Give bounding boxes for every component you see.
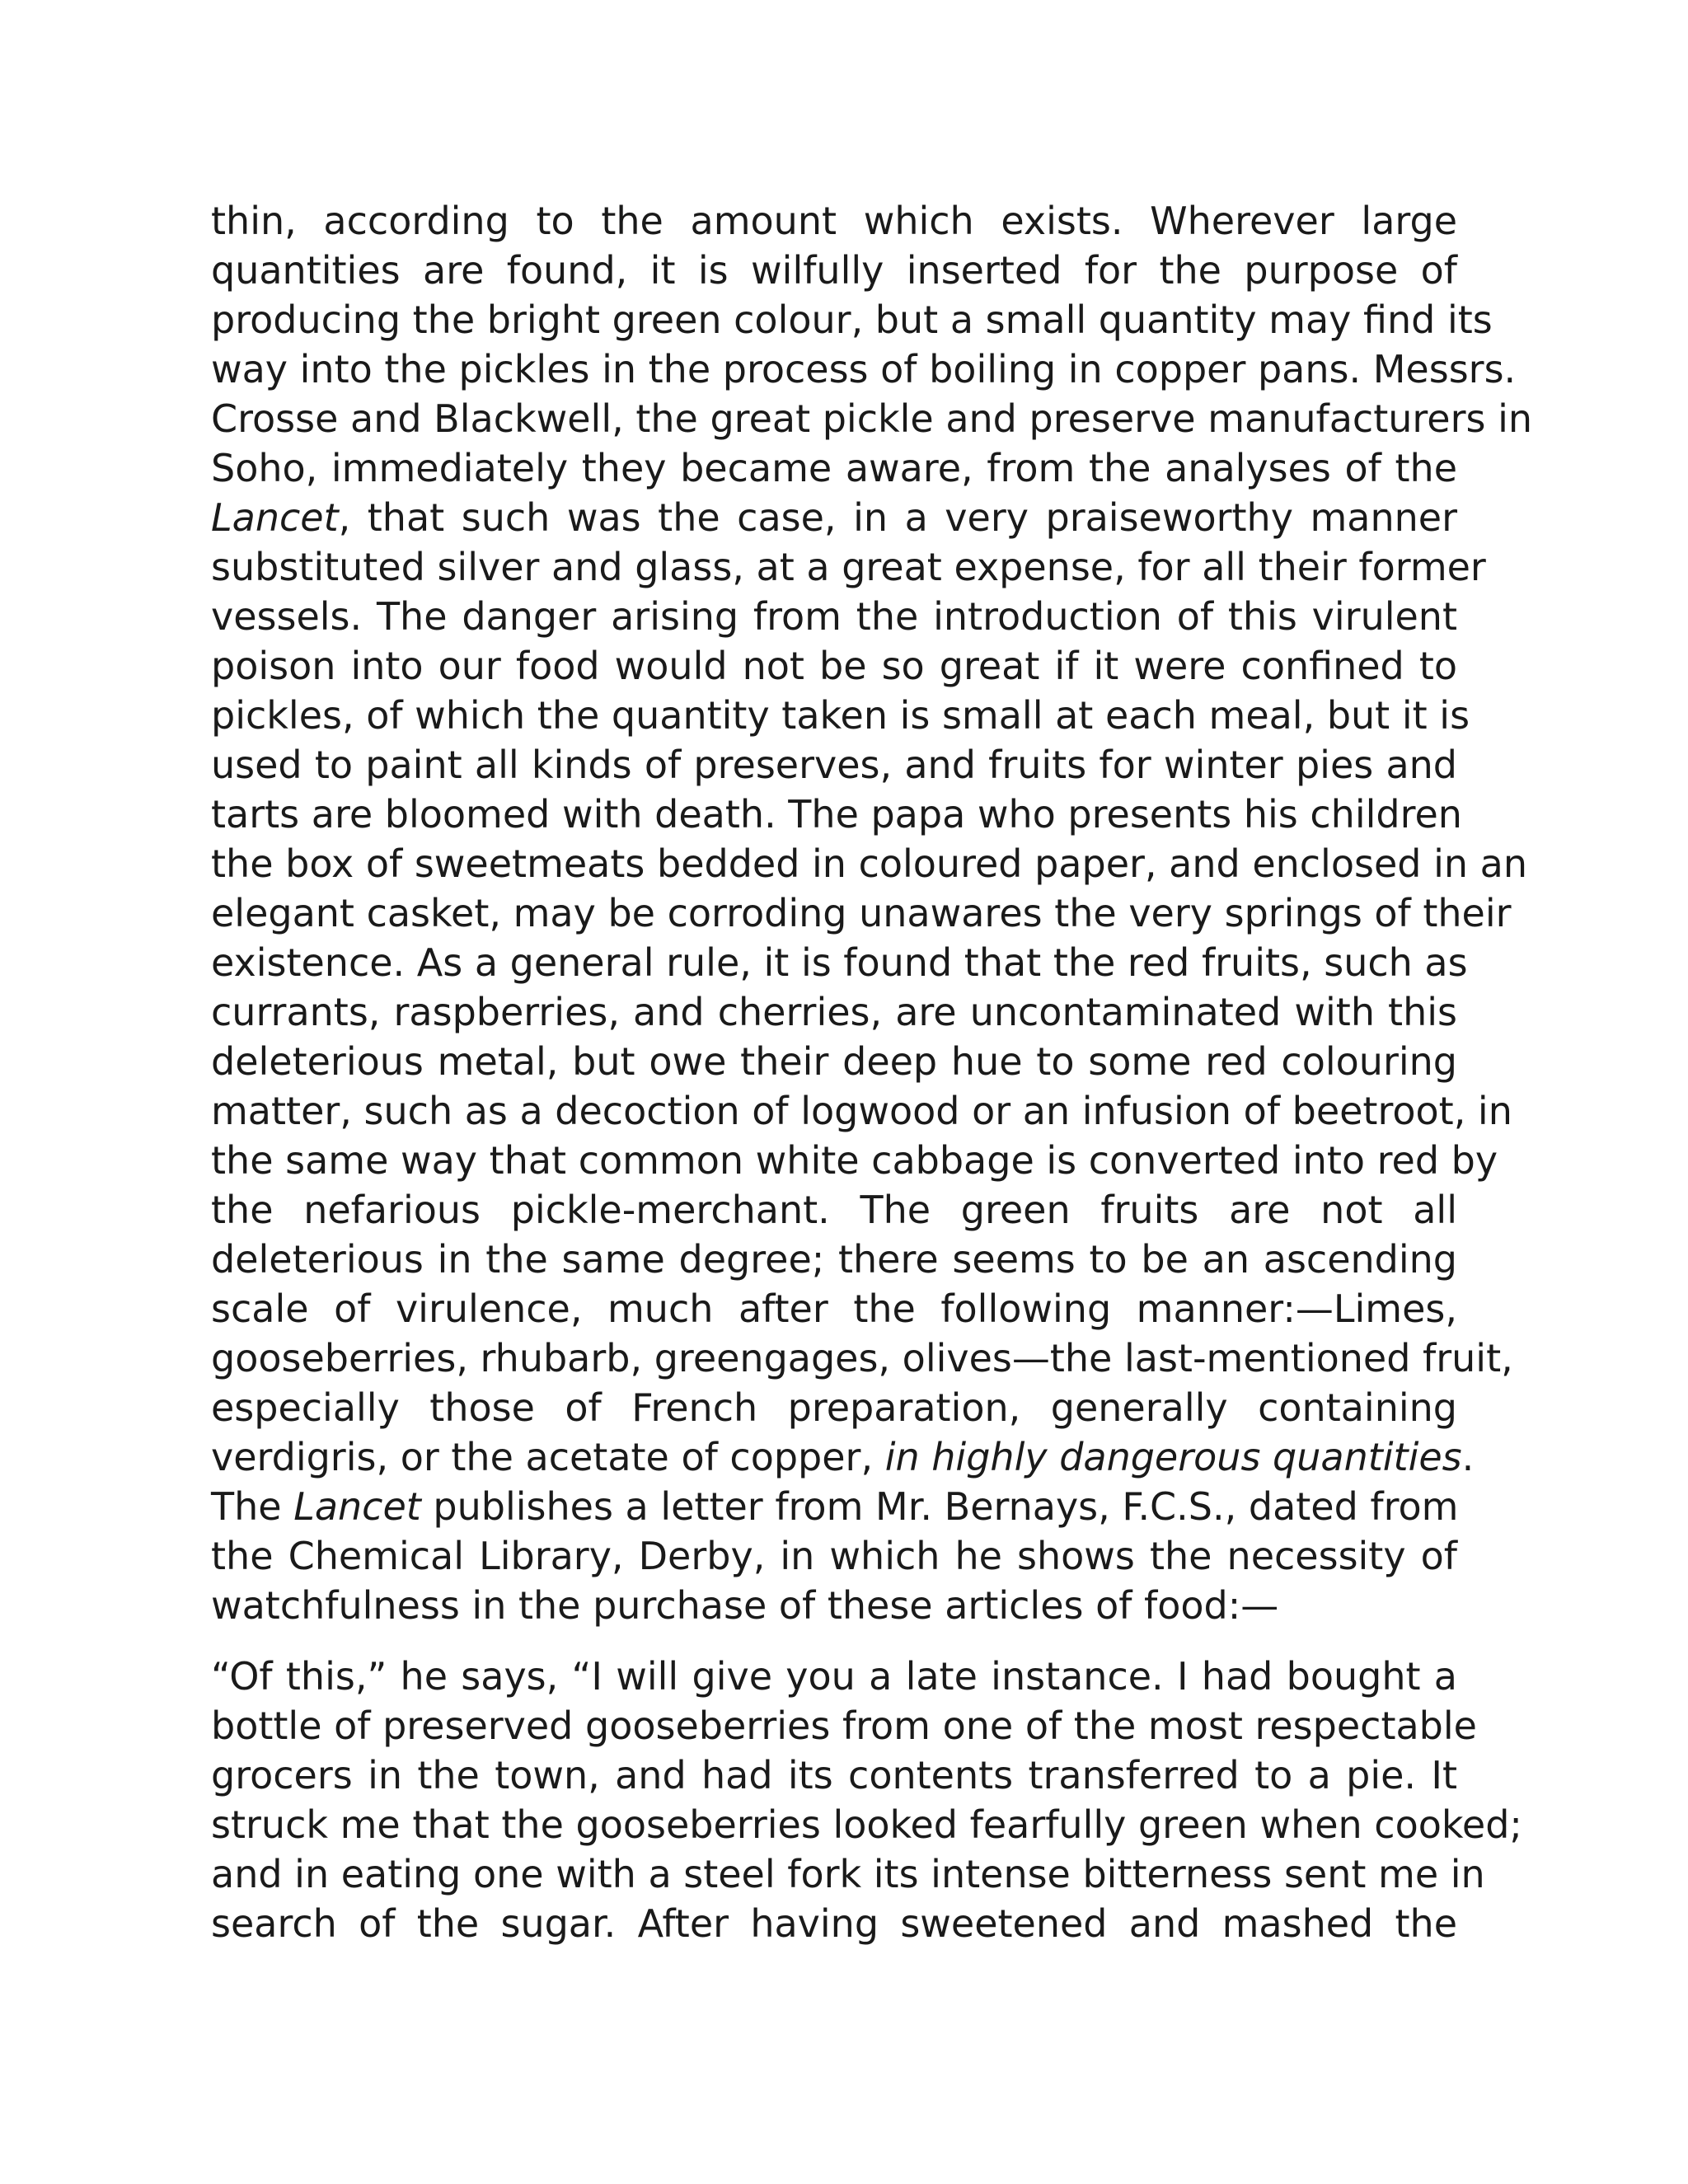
- text-run: .: [1461, 1435, 1475, 1479]
- text-line: [211, 1333, 1513, 1383]
- text-run: the Chemical Library, Derby, in which he shows the necessity of: [211, 1534, 1457, 1578]
- text-run: matter, such as a decoction of logwood or an infusion of beetroot, in: [211, 1089, 1512, 1133]
- text-run: currants, raspberries, and cherries, are uncontaminated with this: [211, 990, 1457, 1034]
- text-line: [211, 691, 1470, 740]
- text-run: The: [211, 1484, 294, 1529]
- paragraph: [211, 196, 1533, 1630]
- text-line: [211, 1750, 1457, 1800]
- text-run: quantities are found, it is wilfully inserted for the purpose of: [211, 248, 1457, 293]
- text-run: search of the sugar. After having sweetened and mashed the: [211, 1901, 1457, 1946]
- text-run: and in eating one with a steel fork its intense bitterness sent me in: [211, 1852, 1485, 1896]
- text-line: [211, 1581, 1457, 1630]
- text-line: [211, 1185, 1457, 1235]
- text-line: [211, 740, 1457, 790]
- text-line: [211, 1086, 1512, 1136]
- text-run: used to paint all kinds of preserves, and fruits for winter pies and: [211, 743, 1457, 787]
- text-run: way into the pickles in the process of boiling in copper pans. Messrs.: [211, 347, 1517, 391]
- text-run: “Of this,” he says, “I will give you a late instance. I had bought a: [211, 1654, 1457, 1699]
- text-line: [211, 1037, 1457, 1086]
- text-run: Soho, immediately they became aware, from the analyses of the: [211, 446, 1457, 490]
- text-line: [211, 790, 1462, 839]
- text-run: scale of virulence, much after the following manner:—Limes,: [211, 1286, 1457, 1331]
- text-line: [211, 1652, 1457, 1701]
- text-run: thin, according to the amount which exists. Wherever large: [211, 199, 1457, 243]
- text-run: grocers in the town, and had its contents transferred to a pie. It: [211, 1753, 1457, 1797]
- text-run: the same way that common white cabbage is converted into red by: [211, 1138, 1498, 1183]
- text-line: [211, 295, 1493, 344]
- text-run: publishes a letter from Mr. Bernays, F.C.S., dated from: [420, 1484, 1459, 1529]
- text-line: [211, 1800, 1522, 1849]
- text-run: deleterious in the same degree; there seems to be an ascending: [211, 1237, 1457, 1282]
- body-text: [211, 196, 1533, 1948]
- text-line: [211, 1849, 1485, 1899]
- text-run: bottle of preserved gooseberries from one of the most respectable: [211, 1704, 1477, 1748]
- text-line: [211, 1136, 1498, 1185]
- text-line: [211, 542, 1486, 592]
- italic-text: in highly dangerous quantities: [884, 1435, 1462, 1479]
- text-line: [211, 938, 1468, 987]
- text-run: pickles, of which the quantity taken is small at each meal, but it is: [211, 693, 1470, 738]
- text-line: [211, 592, 1457, 641]
- text-line: [211, 394, 1533, 443]
- text-run: struck me that the gooseberries looked fearfully green when cooked;: [211, 1802, 1522, 1847]
- text-run: verdigris, or the acetate of copper,: [211, 1435, 885, 1479]
- text-line: [211, 839, 1527, 888]
- text-line: [211, 443, 1457, 493]
- text-run: vessels. The danger arising from the introduction of this virulent: [211, 594, 1457, 639]
- text-line: [211, 888, 1512, 938]
- text-line: [211, 344, 1517, 394]
- text-run: substituted silver and glass, at a great expense, for all their former: [211, 545, 1486, 589]
- text-line: [211, 246, 1457, 295]
- text-line: [211, 1701, 1477, 1750]
- text-line: [211, 987, 1457, 1037]
- text-run: the nefarious pickle-merchant. The green fruits are not all: [211, 1188, 1457, 1232]
- text-run: tarts are bloomed with death. The papa who presents his children: [211, 792, 1462, 837]
- text-run: watchfulness in the purchase of these articles of food:—: [211, 1583, 1279, 1628]
- text-line: [211, 1899, 1457, 1948]
- text-line: [211, 493, 1457, 542]
- italic-text: Lancet: [211, 495, 339, 540]
- text-run: deleterious metal, but owe their deep hue to some red colouring: [211, 1039, 1457, 1084]
- text-line: [211, 196, 1457, 246]
- text-run: Crosse and Blackwell, the great pickle and preserve manufacturers in: [211, 396, 1533, 441]
- text-line: [211, 1531, 1457, 1581]
- text-line: [211, 1235, 1457, 1284]
- text-run: producing the bright green colour, but a small quantity may find its: [211, 298, 1493, 342]
- text-run: especially those of French preparation, generally containing: [211, 1385, 1457, 1430]
- paragraph: [211, 1652, 1522, 1948]
- text-run: existence. As a general rule, it is found that the red fruits, such as: [211, 940, 1468, 985]
- text-line: [211, 1482, 1457, 1531]
- text-line: [211, 641, 1457, 691]
- text-run: the box of sweetmeats bedded in coloured paper, and enclosed in an: [211, 841, 1527, 886]
- text-line: [211, 1284, 1457, 1333]
- italic-text: Lancet: [293, 1484, 421, 1529]
- text-run: elegant casket, may be corroding unawares the very springs of their: [211, 891, 1512, 935]
- text-run: poison into our food would not be so great if it were confined to: [211, 644, 1457, 688]
- text-run: gooseberries, rhubarb, greengages, olives—the last-mentioned fruit,: [211, 1336, 1513, 1380]
- text-run: , that such was the case, in a very praiseworthy manner: [338, 495, 1457, 540]
- text-line: [211, 1383, 1457, 1432]
- text-line: [211, 1432, 1475, 1482]
